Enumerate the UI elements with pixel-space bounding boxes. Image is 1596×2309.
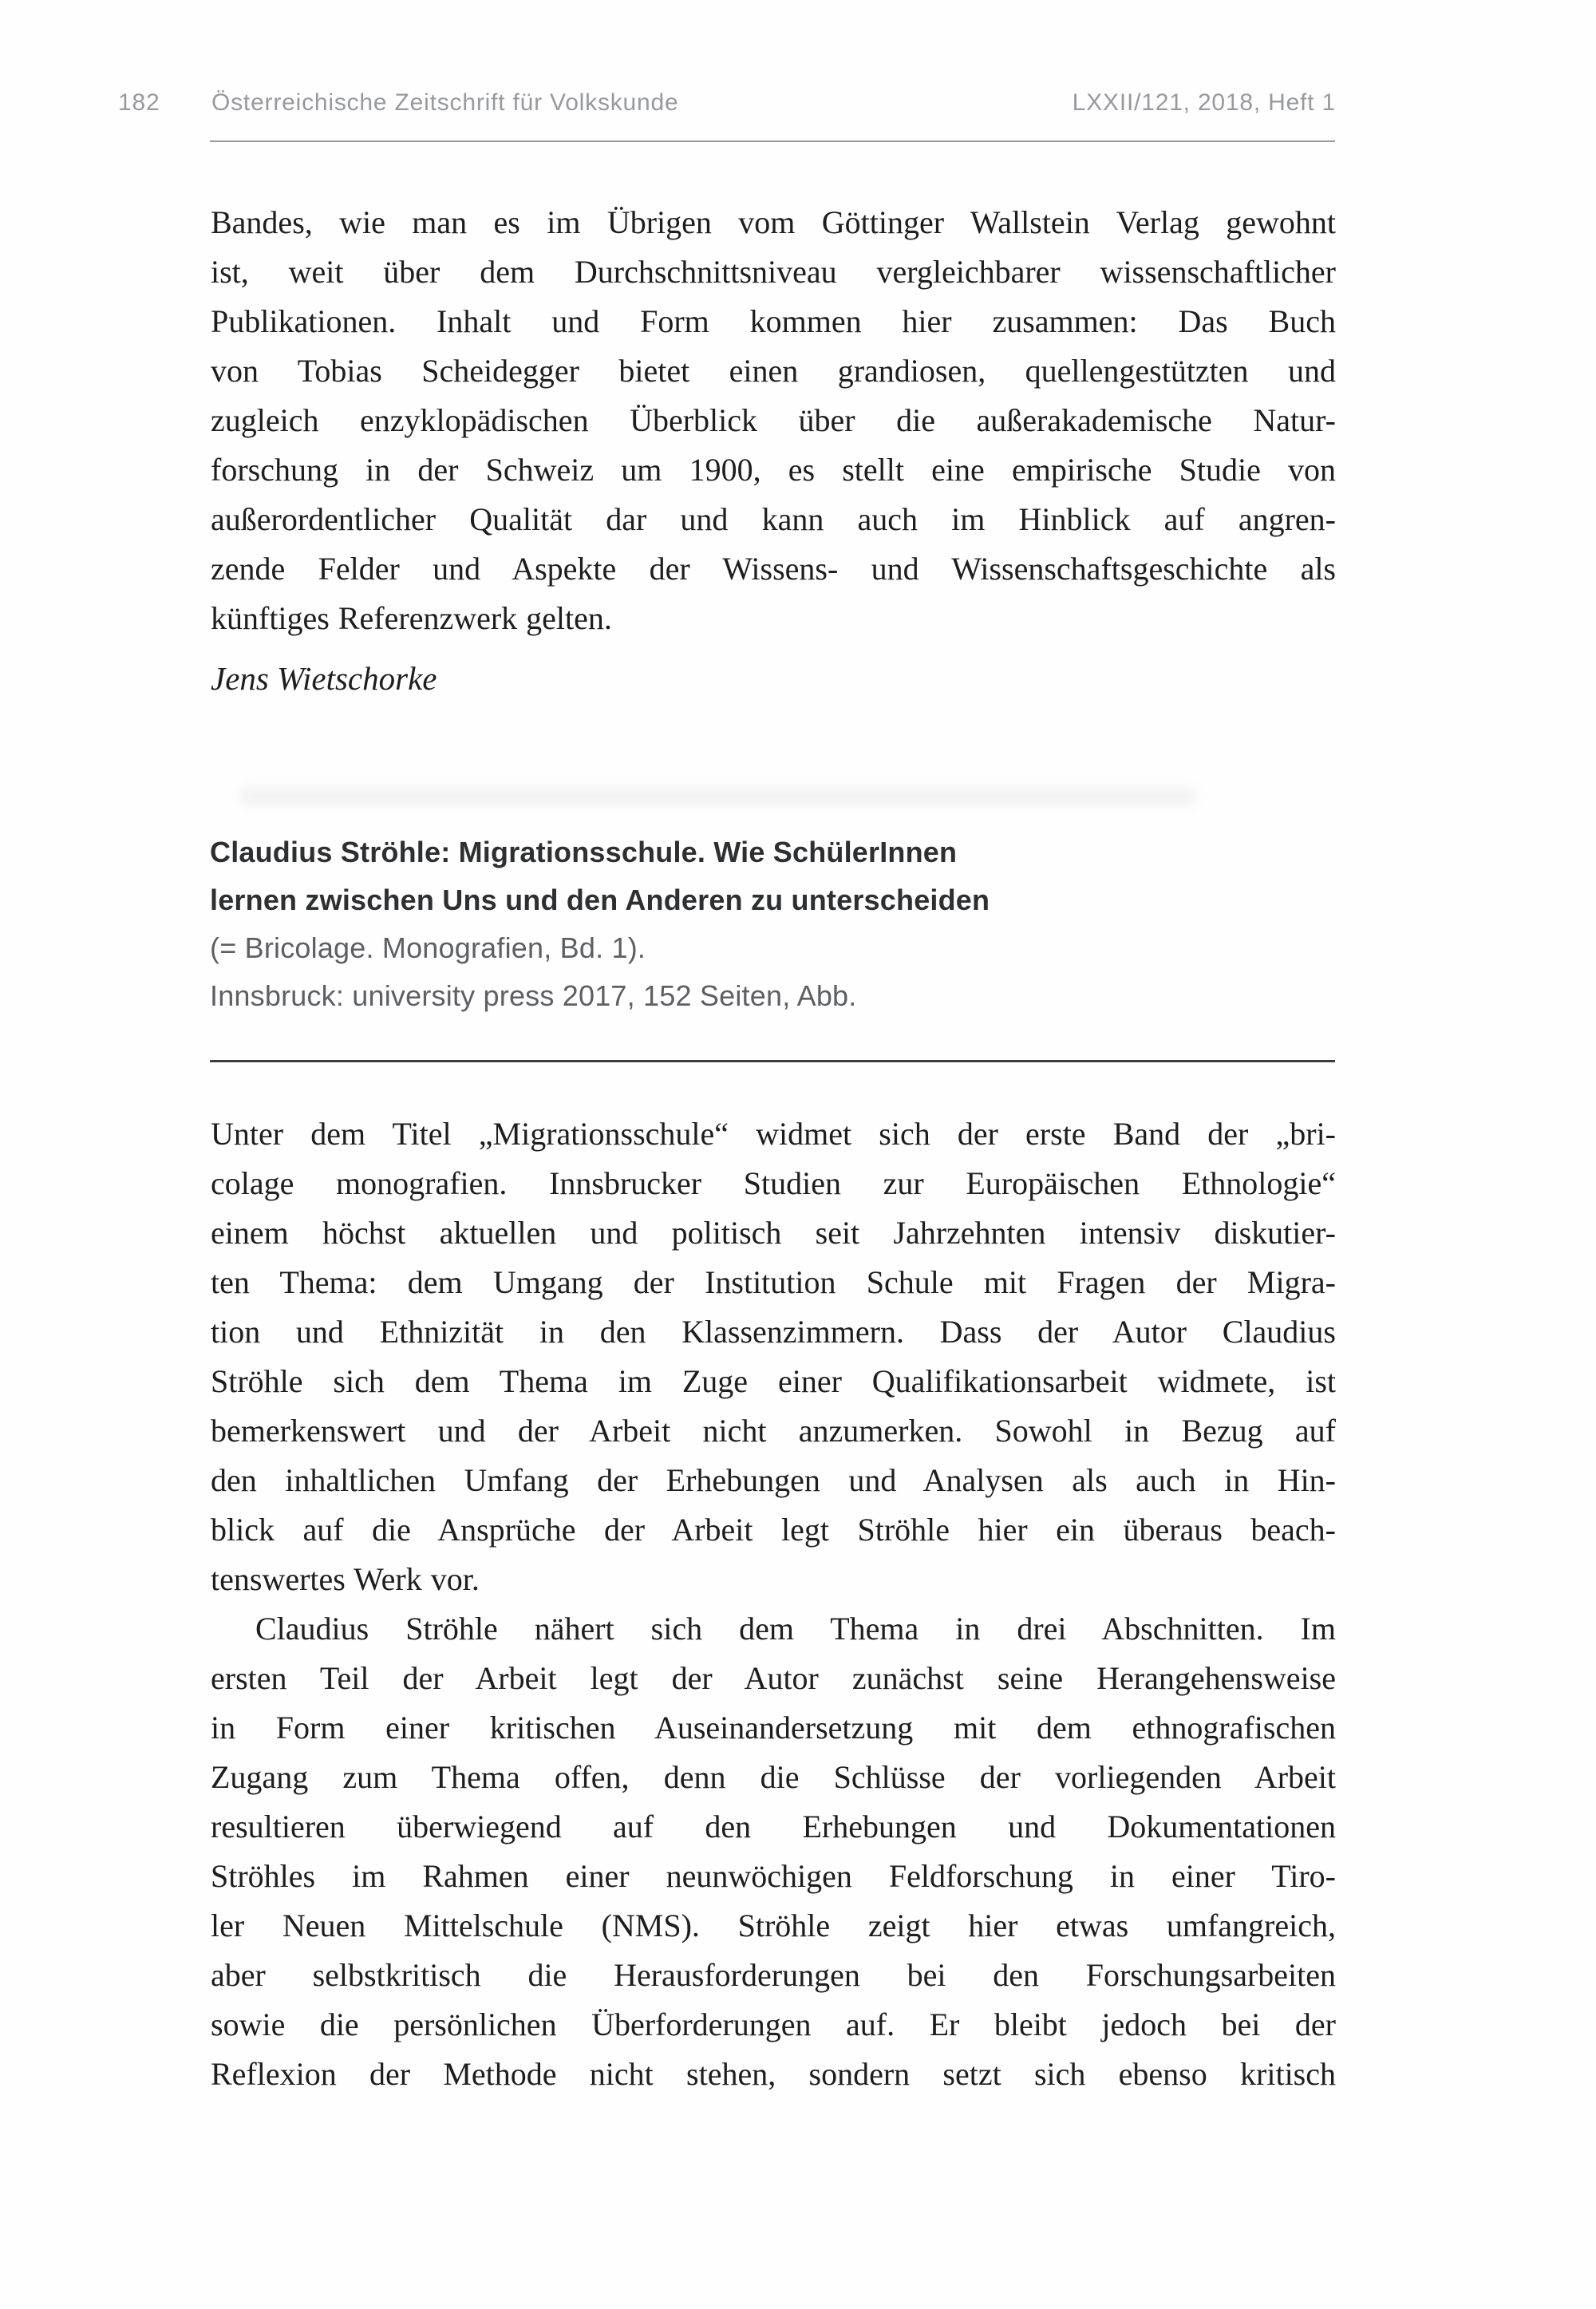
- text-line: Ströhles im Rahmen einer neunwöchigen Feldforschung in einer Tiro-: [211, 1858, 1336, 1894]
- book-series: (= Bricolage. Monografien, Bd. 1).: [210, 931, 646, 964]
- journal-title: Österreichische Zeitschrift für Volkskunde: [211, 89, 679, 116]
- text-line: ersten Teil der Arbeit legt der Autor zunächst seine Herangehensweise: [211, 1660, 1336, 1696]
- review-body: [211, 1109, 1336, 2099]
- text-line: zende Felder und Aspekte der Wissens- und Wissenschaftsgeschichte als: [211, 551, 1336, 587]
- text-line: in Form einer kritischen Auseinandersetzung mit dem ethnografischen: [211, 1710, 1336, 1746]
- text-line: ist, weit über dem Durchschnittsniveau vergleichbarer wissenschaftlicher: [211, 254, 1336, 290]
- text-line: Reflexion der Methode nicht stehen, sondern setzt sich ebenso kritisch: [211, 2056, 1336, 2092]
- page-number: 182: [118, 89, 160, 116]
- book-title-line-2: lernen zwischen Uns und den Anderen zu unterscheiden: [210, 884, 990, 916]
- text-line: von Tobias Scheidegger bietet einen grandiosen, quellengestützten und: [211, 353, 1336, 389]
- text-line: Claudius Ströhle nähert sich dem Thema in drei Abschnitten. Im: [255, 1611, 1336, 1647]
- text-line: forschung in der Schweiz um 1900, es stellt eine empirische Studie von: [211, 452, 1336, 488]
- text-line: bemerkenswert und der Arbeit nicht anzumerken. Sowohl in Bezug auf: [211, 1413, 1336, 1449]
- issue-info: LXXII/121, 2018, Heft 1: [1072, 89, 1336, 116]
- text-line: zugleich enzyklopädischen Überblick über die außerakademische Natur-: [211, 402, 1336, 438]
- text-line: tenswertes Werk vor.: [211, 1561, 480, 1597]
- book-title-line-1: Claudius Ströhle: Migrationsschule. Wie SchülerInnen: [210, 836, 958, 868]
- text-line: sowie die persönlichen Überforderungen auf. Er bleibt jedoch bei der: [211, 2007, 1336, 2042]
- text-line: künftiges Referenzwerk gelten.: [211, 600, 612, 636]
- text-line: außerordentlicher Qualität dar und kann auch im Hinblick auf angren-: [211, 501, 1336, 537]
- text-line: Publikationen. Inhalt und Form kommen hier zusammen: Das Buch: [211, 303, 1336, 339]
- text-line: Bandes, wie man es im Übrigen vom Göttinger Wallstein Verlag gewohnt: [211, 204, 1336, 240]
- text-line: Ströhle sich dem Thema im Zuge einer Qualifikationsarbeit widmete, ist: [211, 1363, 1336, 1399]
- text-line: tion und Ethnizität in den Klassenzimmern. Dass der Autor Claudius: [211, 1314, 1336, 1350]
- text-line: aber selbstkritisch die Herausforderungen bei den Forschungsarbeiten: [211, 1957, 1336, 1993]
- previous-review-paragraph: [211, 198, 1336, 643]
- text-line: einem höchst aktuellen und politisch seit Jahrzehnten intensiv diskutier-: [211, 1215, 1336, 1251]
- text-line: Unter dem Titel „Migrationsschule“ widmet sich der erste Band der „bri-: [211, 1116, 1336, 1152]
- section-divider: [210, 1060, 1335, 1062]
- text-line: ten Thema: dem Umgang der Institution Schule mit Fragen der Migra-: [211, 1264, 1336, 1300]
- book-review-header: [210, 828, 1335, 1020]
- text-line: ler Neuen Mittelschule (NMS). Ströhle zeigt hier etwas umfangreich,: [211, 1908, 1336, 1943]
- scan-artifact: [239, 786, 1197, 807]
- reviewer-signature: Jens Wietschorke: [211, 660, 437, 697]
- text-line: den inhaltlichen Umfang der Erhebungen und Analysen als auch in Hin-: [211, 1462, 1336, 1498]
- text-line: colage monografien. Innsbrucker Studien zur Europäischen Ethnologie“: [211, 1165, 1336, 1201]
- header-divider: [210, 140, 1335, 142]
- review-paragraph-1: [211, 1109, 1336, 1604]
- text-line: Zugang zum Thema offen, denn die Schlüsse der vorliegenden Arbeit: [211, 1759, 1336, 1795]
- book-publication: Innsbruck: university press 2017, 152 Seiten, Abb.: [210, 979, 857, 1012]
- text-line: resultieren überwiegend auf den Erhebungen und Dokumentationen: [211, 1809, 1336, 1844]
- running-head: [118, 89, 1336, 117]
- review-paragraph-2: [211, 1604, 1336, 2099]
- text-line: blick auf die Ansprüche der Arbeit legt Ströhle hier ein überaus beach-: [211, 1512, 1336, 1548]
